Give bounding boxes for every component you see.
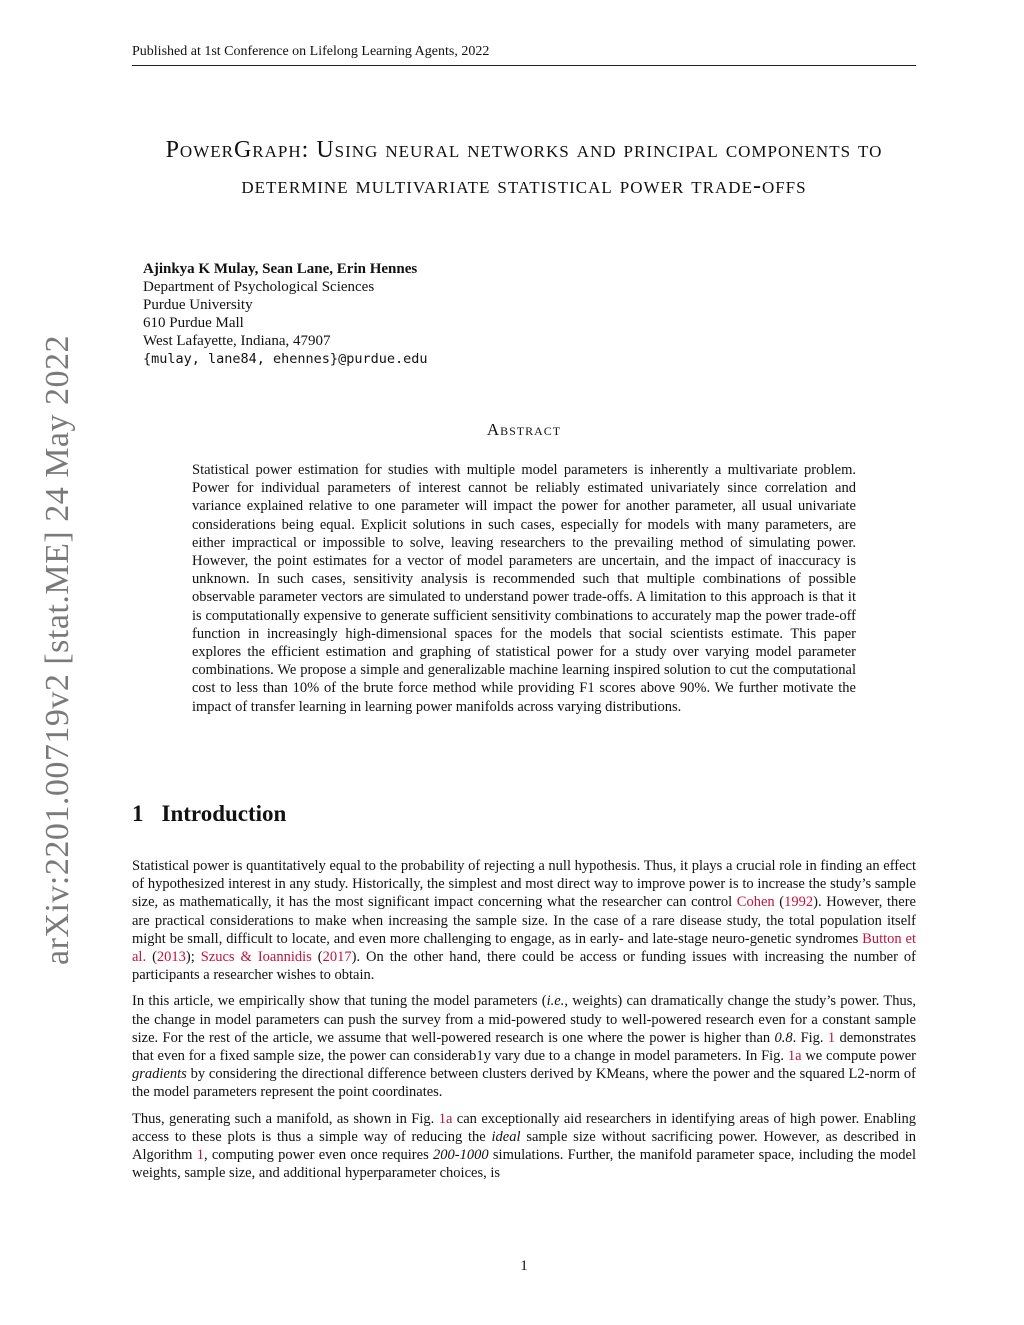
intro-paragraph-3 <box>132 1110 916 1183</box>
author-university: Purdue University <box>143 297 253 313</box>
text-run: ( <box>311 949 323 966</box>
text-run: by considering the directional difference between clusters derived by KMeans, where the power and the squared L2-norm of the model parameters represent the point coordinates. <box>132 1066 916 1101</box>
text-run: sample size without sacrificing power. However, as described in Algorithm <box>132 1128 916 1164</box>
text-run: ); <box>185 949 201 966</box>
text-run: ( <box>774 894 785 911</box>
citation-link-button[interactable]: Button et al. <box>132 930 916 966</box>
text-run: we compute power <box>801 1048 916 1065</box>
text-run: In this article, we empirically show that tuning the model parameters ( <box>132 993 547 1010</box>
citation-link-szucs-year[interactable]: 2017 <box>322 949 352 966</box>
text-run: can exceptionally aid researchers in identifying areas of high power. Enabling access to these plots is thus a simple way of reducing the <box>132 1110 917 1145</box>
abstract-text: Statistical power estimation for studies with multiple model parameters is inherently a multivariate problem. Power for individual parameters of interest cannot be reliably estimated univariately since correlation and variance explained relative to one parameter will impact the power for another parameter, all usual univariate considerations being equal. Explicit solutions in such cases, especially for models with many parameters, are either impractical or impossible to solve, leaving researchers to the prevailing method of simulating power. However, the point estimates for a vector of model parameters are uncertain, and the impact of inaccuracy is unknown. In such cases, sensitivity analysis is recommended such that multiple combinations of possible observable parameter vectors are simulated to understand power trade-offs. A limitation to this approach is that it is computationally expensive to generate sufficient sensitivity combinations to accurately map the power trade-off function in increasingly high-dimensional spaces for the models that social scientists estimate. This paper explores the efficient estimation and graphing of statistical power for a study over varying model parameter combinations. We propose a simple and generalizable machine learning inspired solution to cut the computational cost to less than 10% of the brute force method while providing F1 scores above 90%. We further motivate the impact of transfer learning in learning power manifolds across varying distributions. <box>192 462 856 715</box>
figure-ref-1[interactable]: 1 <box>827 1029 836 1046</box>
intro-paragraph-1 <box>132 857 916 984</box>
author-block <box>143 260 427 368</box>
emphasis-ideal: ideal <box>491 1128 521 1145</box>
text-run: ). On the other hand, there could be access or funding issues with increasing the number of participants a researcher wishes to obtain. <box>132 949 916 984</box>
text-run: Thus, generating such a manifold, as shown in Fig. <box>132 1110 439 1127</box>
citation-link-szucs[interactable]: Szucs & Ioannidis <box>200 949 312 966</box>
arxiv-identifier-stamp: arXiv:2201.00719v2 [stat.ME] 24 May 2022 <box>39 334 76 966</box>
author-names: Ajinkya K Mulay, Sean Lane, Erin Hennes <box>143 261 418 277</box>
text-run: demonstrates that even for a fixed sample size, the power can considerab1y vary due to a change in model parameters. In Fig. <box>132 1029 916 1065</box>
abstract-heading: Abstract <box>486 420 562 439</box>
figure-ref-1a[interactable]: 1a <box>438 1110 453 1127</box>
author-street: 610 Purdue Mall <box>143 315 244 331</box>
text-run: , weights) can dramatically change the study’s power. Thus, the change in model parameters can push the survey from a mid-powered study to well-powered research even for a constant sample size. For the rest of the article, we assume that well-powered research is one where the power is higher than <box>132 993 916 1046</box>
section-number: 1 <box>132 801 144 826</box>
conference-header: Published at 1st Conference on Lifelong Learning Agents, 2022 <box>132 44 916 66</box>
emphasis-gradients: gradients <box>132 1066 187 1083</box>
page-number: 1 <box>520 1258 528 1274</box>
figure-ref-1a[interactable]: 1a <box>787 1048 802 1065</box>
text-run: simulations. Further, the manifold parameter space, including the model weights, sample size, and additional hyperparameter choices, is <box>132 1147 916 1182</box>
citation-link-button-year[interactable]: 2013 <box>156 949 186 966</box>
section-heading-introduction <box>132 801 286 827</box>
text-run: . Fig. <box>792 1029 828 1046</box>
text-run: ( <box>146 949 157 966</box>
author-department: Department of Psychological Sciences <box>143 279 375 295</box>
citation-link-cohen-year[interactable]: 1992 <box>784 894 814 911</box>
text-run: ). However, there are practical considerations to make when increasing the sample size. In the case of a rare disease study, the total population itself might be small, difficult to locate, and even more challenging to engage, as in early- and late-stage neuro-genetic syndromes <box>132 894 916 947</box>
introduction-body <box>132 857 916 1190</box>
text-run: Statistical power is quantitatively equal to the probability of rejecting a null hypothesis. Thus, it plays a crucial role in finding an effect of hypothesized interest in any study. Historically, the simplest and most direct way to improve power is to increase the study’s sample size, as mathematically, it has the most significant impact concerning what the researcher can control <box>132 858 916 911</box>
section-title: Introduction <box>161 801 287 826</box>
intro-paragraph-2 <box>132 992 916 1101</box>
algorithm-ref-1[interactable]: 1 <box>196 1147 204 1164</box>
emphasis-simulations: 200-1000 <box>433 1147 489 1164</box>
author-city: West Lafayette, Indiana, 47907 <box>143 333 331 349</box>
citation-link-cohen[interactable]: Cohen <box>736 894 775 911</box>
text-run: , computing power even once requires <box>203 1147 434 1164</box>
emphasis-threshold: 0.8 <box>774 1029 793 1046</box>
paper-title: PowerGraph: Using neural networks and principal components to determine multivariate statistical power trade-offs <box>165 137 883 199</box>
emphasis-ie: i.e. <box>546 993 565 1010</box>
author-email: {mulay, lane84, ehennes}@purdue.edu <box>143 351 428 367</box>
